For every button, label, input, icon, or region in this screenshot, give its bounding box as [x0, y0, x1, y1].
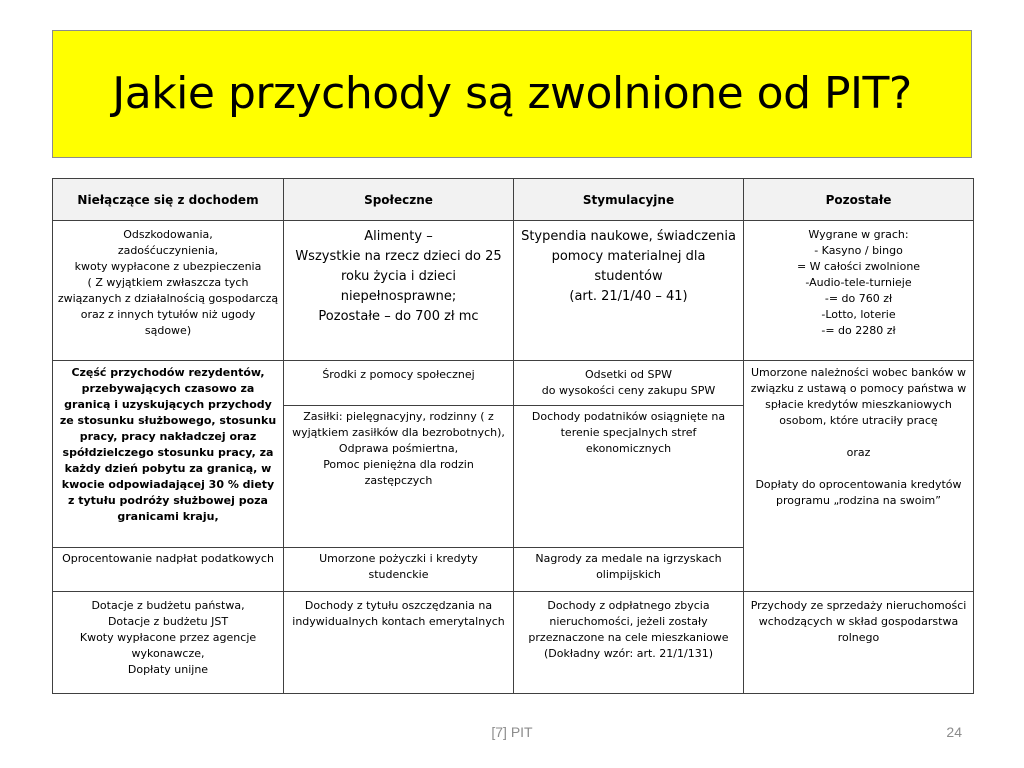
table-row: [53, 592, 974, 694]
table-cell: Zasiłki: pielęgnacyjny, rodzinny ( z wyjątkiem zasiłków dla bezrobotnych), Odprawa pośmiertna, Pomoc pieniężna dla rodzin zastępczych: [284, 406, 514, 548]
header-cell: Niełączące się z dochodem: [53, 179, 284, 221]
table-cell: Dotacje z budżetu państwa, Dotacje z budżetu JST Kwoty wypłacone przez agencje wykonawcze, Dopłaty unijne: [53, 592, 284, 694]
exemptions-table: [52, 178, 974, 694]
header-cell: Pozostałe: [744, 179, 974, 221]
header-cell: Społeczne: [284, 179, 514, 221]
table-cell: Odsetki od SPW do wysokości ceny zakupu SPW: [514, 361, 744, 406]
table-cell: Dochody z odpłatnego zbycia nieruchomości, jeżeli zostały przeznaczone na cele mieszkaniowe (Dokładny wzór: art. 21/1/131): [514, 592, 744, 694]
table-row: [53, 221, 974, 361]
table-cell: Oprocentowanie nadpłat podatkowych: [53, 548, 284, 592]
table-cell: Wygrane w grach: - Kasyno / bingo = W całości zwolnione -Audio-tele-turnieje -= do 760 zł -Lotto, loterie -= do 2280 zł: [744, 221, 974, 361]
table-cell: Dochody z tytułu oszczędzania na indywidualnych kontach emerytalnych: [284, 592, 514, 694]
table-cell: Nagrody za medale na igrzyskach olimpijskich: [514, 548, 744, 592]
slide-title-box: [52, 30, 972, 158]
table-cell: Środki z pomocy społecznej: [284, 361, 514, 406]
table-header-row: [53, 179, 974, 221]
slide-title: Jakie przychody są zwolnione od PIT?: [112, 68, 912, 119]
table-cell: Alimenty – Wszystkie na rzecz dzieci do 25 roku życia i dzieci niepełnosprawne; Pozostałe – do 700 zł mc: [284, 221, 514, 361]
table-cell: Stypendia naukowe, świadczenia pomocy materialnej dla studentów (art. 21/1/40 – 41): [514, 221, 744, 361]
table-cell: Odszkodowania, zadośćuczynienia, kwoty wypłacone z ubezpieczenia ( Z wyjątkiem zwłaszcza tych związanych z działalnością gospodarczą oraz z innych tytułów niż ugody sądowe): [53, 221, 284, 361]
page-number: 24: [946, 724, 962, 740]
table-cell: Umorzone pożyczki i kredyty studenckie: [284, 548, 514, 592]
table-cell: Część przychodów rezydentów, przebywających czasowo za granicą i uzyskujących przychody ze stosunku służbowego, stosunku pracy, pracy nakładczej oraz spółdzielczego stosunku pracy, za każdy dzień pobytu za granicą, w kwocie odpowiadającej 30 % diety z tytułu podróży służbowej poza granicami kraju,: [53, 361, 284, 548]
footer-source: [7] PIT: [491, 724, 533, 740]
header-cell: Stymulacyjne: [514, 179, 744, 221]
table-cell: Dochody podatników osiągnięte na terenie specjalnych stref ekonomicznych: [514, 406, 744, 548]
table-cell: Przychody ze sprzedaży nieruchomości wchodzących w skład gospodarstwa rolnego: [744, 592, 974, 694]
table-cell: Umorzone należności wobec banków w związku z ustawą o pomocy państwa w spłacie kredytów mieszkaniowych osobom, które utraciły pracę oraz Dopłaty do oprocentowania kredytów programu „rodzina na swoim”: [744, 361, 974, 592]
table-row: [53, 361, 974, 406]
